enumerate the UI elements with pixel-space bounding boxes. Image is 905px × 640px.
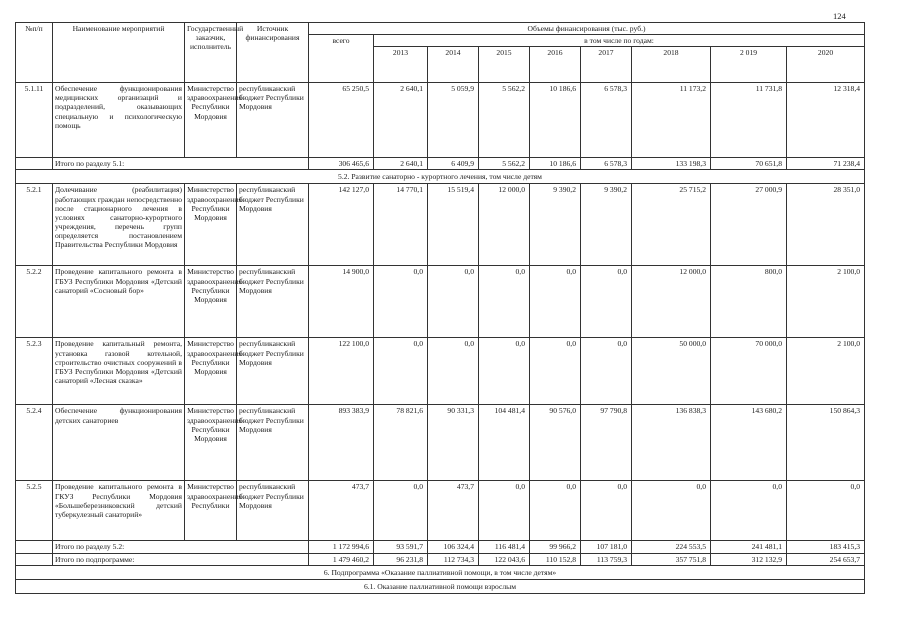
row-num: 5.2.4 bbox=[16, 405, 53, 481]
total-label: Итого по разделу 5.2: bbox=[53, 541, 309, 553]
header-year: 2013 bbox=[374, 47, 428, 83]
total-year-value: 107 181,0 bbox=[581, 541, 632, 553]
row-year-value: 0,0 bbox=[581, 266, 632, 338]
header-row bbox=[16, 23, 865, 35]
header-year: 2014 bbox=[428, 47, 479, 83]
row-year-value: 2 100,0 bbox=[787, 338, 865, 405]
row-year-value: 78 821,6 bbox=[374, 405, 428, 481]
row-year-value: 150 864,3 bbox=[787, 405, 865, 481]
section-title: 6.1. Оказание паллиативной помощи взрослым bbox=[16, 579, 865, 593]
total-year-value: 93 591,7 bbox=[374, 541, 428, 553]
row-year-value: 0,0 bbox=[479, 481, 530, 541]
total-year-value: 112 734,3 bbox=[428, 553, 479, 565]
row-year-value: 50 000,0 bbox=[632, 338, 711, 405]
row-year-value: 28 351,0 bbox=[787, 184, 865, 266]
total-year-value: 241 481,1 bbox=[711, 541, 787, 553]
row-year-value: 0,0 bbox=[374, 338, 428, 405]
header-num: №п/п bbox=[16, 23, 53, 83]
row-name: Обеспечение функционирования медицинских организаций и подразделений, оказывающих специальную и психологическую помощь bbox=[53, 83, 185, 158]
row-year-value: 11 731,8 bbox=[711, 83, 787, 158]
total-year-value: 122 043,6 bbox=[479, 553, 530, 565]
total-year-value: 99 966,2 bbox=[530, 541, 581, 553]
total-value: 1 172 994,6 bbox=[309, 541, 374, 553]
total-year-value: 10 186,6 bbox=[530, 158, 581, 170]
row-source: республиканский бюджет Республики Мордовия bbox=[237, 266, 309, 338]
section-row bbox=[16, 565, 865, 579]
row-year-value: 0,0 bbox=[787, 481, 865, 541]
row-year-value: 0,0 bbox=[581, 481, 632, 541]
row-year-value: 0,0 bbox=[530, 481, 581, 541]
total-year-value: 71 238,4 bbox=[787, 158, 865, 170]
total-year-value: 6 409,9 bbox=[428, 158, 479, 170]
row-year-value: 14 770,1 bbox=[374, 184, 428, 266]
row-year-value: 90 576,0 bbox=[530, 405, 581, 481]
row-customer: Министерство здравоохранения Республики Мордовия bbox=[185, 83, 237, 158]
total-year-value: 113 759,3 bbox=[581, 553, 632, 565]
row-source: республиканский бюджет Республики Мордовия bbox=[237, 184, 309, 266]
total-year-value: 6 578,3 bbox=[581, 158, 632, 170]
row-year-value: 25 715,2 bbox=[632, 184, 711, 266]
financing-table bbox=[15, 22, 865, 594]
total-year-value: 312 132,9 bbox=[711, 553, 787, 565]
row-year-value: 12 000,0 bbox=[479, 184, 530, 266]
page-number: 124 bbox=[833, 11, 846, 21]
table-row bbox=[16, 184, 865, 266]
row-year-value: 2 640,1 bbox=[374, 83, 428, 158]
row-source: республиканский бюджет Республики Мордовия bbox=[237, 405, 309, 481]
row-year-value: 0,0 bbox=[530, 266, 581, 338]
header-customer: Государственный заказчик, исполнитель bbox=[185, 23, 237, 83]
row-source: республиканский бюджет Республики Мордовия bbox=[237, 481, 309, 541]
row-customer: Министерство здравоохранения Республики Мордовия bbox=[185, 338, 237, 405]
total-row bbox=[16, 541, 865, 553]
row-year-value: 104 481,4 bbox=[479, 405, 530, 481]
row-year-value: 0,0 bbox=[632, 481, 711, 541]
row-year-value: 5 059,9 bbox=[428, 83, 479, 158]
total-label: Итого по разделу 5.1: bbox=[53, 158, 309, 170]
row-year-value: 136 838,3 bbox=[632, 405, 711, 481]
row-year-value: 0,0 bbox=[374, 266, 428, 338]
row-year-value: 0,0 bbox=[581, 338, 632, 405]
total-year-value: 133 198,3 bbox=[632, 158, 711, 170]
subprogram-title: 6. Подпрограмма «Оказание паллиативной помощи, в том числе детям» bbox=[16, 565, 865, 579]
total-year-value: 70 651,8 bbox=[711, 158, 787, 170]
row-year-value: 2 100,0 bbox=[787, 266, 865, 338]
section-row bbox=[16, 579, 865, 593]
row-year-value: 11 173,2 bbox=[632, 83, 711, 158]
row-name: Обеспечение функционирования детских санаториев bbox=[53, 405, 185, 481]
row-year-value: 0,0 bbox=[711, 481, 787, 541]
header-year: 2 019 bbox=[711, 47, 787, 83]
header-year: 2017 bbox=[581, 47, 632, 83]
row-year-value: 5 562,2 bbox=[479, 83, 530, 158]
total-year-value: 254 653,7 bbox=[787, 553, 865, 565]
section-row bbox=[16, 170, 865, 184]
row-num: 5.2.1 bbox=[16, 184, 53, 266]
row-name: Проведение капитальный ремонта, установка газовой котельной, строительство очистных сооружений в ГБУЗ Республики Мордовия «Детский санаторий «Лесная сказка» bbox=[53, 338, 185, 405]
row-customer: Министерство здравоохранения Республики Мордовия bbox=[185, 266, 237, 338]
total-year-value: 183 415,3 bbox=[787, 541, 865, 553]
row-name: Долечивание (реабилитация) работающих граждан непосредственно после стационарного лечения в условиях санаторно-курортного учреждения, перечень групп определяется постановлением Правительства Республики Мордовия bbox=[53, 184, 185, 266]
total-year-value: 2 640,1 bbox=[374, 158, 428, 170]
row-year-value: 0,0 bbox=[479, 338, 530, 405]
header-year: 2018 bbox=[632, 47, 711, 83]
header-year: 2015 bbox=[479, 47, 530, 83]
table-row bbox=[16, 481, 865, 541]
row-year-value: 97 790,8 bbox=[581, 405, 632, 481]
row-total: 893 383,9 bbox=[309, 405, 374, 481]
total-year-value: 5 562,2 bbox=[479, 158, 530, 170]
header-total: всего bbox=[309, 35, 374, 83]
row-name: Проведение капитального ремонта в ГБУЗ Республики Мордовия «Детский санаторий «Сосновый бор» bbox=[53, 266, 185, 338]
total-year-value: 110 152,8 bbox=[530, 553, 581, 565]
row-year-value: 6 578,3 bbox=[581, 83, 632, 158]
row-customer: Министерство здравоохранения Республики bbox=[185, 481, 237, 541]
row-total: 14 900,0 bbox=[309, 266, 374, 338]
total-year-value: 224 553,5 bbox=[632, 541, 711, 553]
row-total: 122 100,0 bbox=[309, 338, 374, 405]
total-year-value: 116 481,4 bbox=[479, 541, 530, 553]
total-label: Итого по подпрограмме: bbox=[53, 553, 309, 565]
row-num: 5.2.2 bbox=[16, 266, 53, 338]
total-year-value: 96 231,8 bbox=[374, 553, 428, 565]
row-year-value: 10 186,6 bbox=[530, 83, 581, 158]
total-row bbox=[16, 158, 865, 170]
row-year-value: 0,0 bbox=[428, 266, 479, 338]
row-source: республиканский бюджет Республики Мордовия bbox=[237, 83, 309, 158]
row-year-value: 70 000,0 bbox=[711, 338, 787, 405]
row-year-value: 0,0 bbox=[530, 338, 581, 405]
section-title: 5.2. Развитие санаторно - курортного лечения, том числе детям bbox=[16, 170, 865, 184]
row-year-value: 9 390,2 bbox=[581, 184, 632, 266]
header-year: 2016 bbox=[530, 47, 581, 83]
row-customer: Министерство здравоохранения Республики Мордовия bbox=[185, 184, 237, 266]
row-year-value: 15 519,4 bbox=[428, 184, 479, 266]
total-value: 306 465,6 bbox=[309, 158, 374, 170]
row-source: республиканский бюджет Республики Мордовия bbox=[237, 338, 309, 405]
total-year-value: 357 751,8 bbox=[632, 553, 711, 565]
total-year-value: 106 324,4 bbox=[428, 541, 479, 553]
table-row bbox=[16, 338, 865, 405]
row-year-value: 0,0 bbox=[428, 338, 479, 405]
row-year-value: 143 680,2 bbox=[711, 405, 787, 481]
row-name: Проведение капитального ремонта в ГКУЗ Республики Мордовия «Большеберезниковский детский туберкулезный санаторий» bbox=[53, 481, 185, 541]
header-year: 2020 bbox=[787, 47, 865, 83]
row-num: 5.1.11 bbox=[16, 83, 53, 158]
row-total: 142 127,0 bbox=[309, 184, 374, 266]
row-year-value: 800,0 bbox=[711, 266, 787, 338]
table-row bbox=[16, 266, 865, 338]
row-year-value: 90 331,3 bbox=[428, 405, 479, 481]
total-value: 1 479 460,2 bbox=[309, 553, 374, 565]
row-num: 5.2.5 bbox=[16, 481, 53, 541]
row-year-value: 12 318,4 bbox=[787, 83, 865, 158]
total-row bbox=[16, 553, 865, 565]
row-customer: Министерство здравоохранения Республики Мордовия bbox=[185, 405, 237, 481]
row-year-value: 0,0 bbox=[374, 481, 428, 541]
row-total: 65 250,5 bbox=[309, 83, 374, 158]
header-name: Наименование мероприятий bbox=[53, 23, 185, 83]
header-volumes: Объемы финансирования (тыс. руб.) bbox=[309, 23, 865, 35]
row-year-value: 473,7 bbox=[428, 481, 479, 541]
header-source: Источник финансирования bbox=[237, 23, 309, 83]
row-year-value: 9 390,2 bbox=[530, 184, 581, 266]
row-year-value: 27 000,9 bbox=[711, 184, 787, 266]
row-year-value: 0,0 bbox=[479, 266, 530, 338]
table-row bbox=[16, 405, 865, 481]
header-by-years: в том числе по годам: bbox=[374, 35, 865, 47]
row-total: 473,7 bbox=[309, 481, 374, 541]
row-year-value: 12 000,0 bbox=[632, 266, 711, 338]
row-num: 5.2.3 bbox=[16, 338, 53, 405]
table-row bbox=[16, 83, 865, 158]
